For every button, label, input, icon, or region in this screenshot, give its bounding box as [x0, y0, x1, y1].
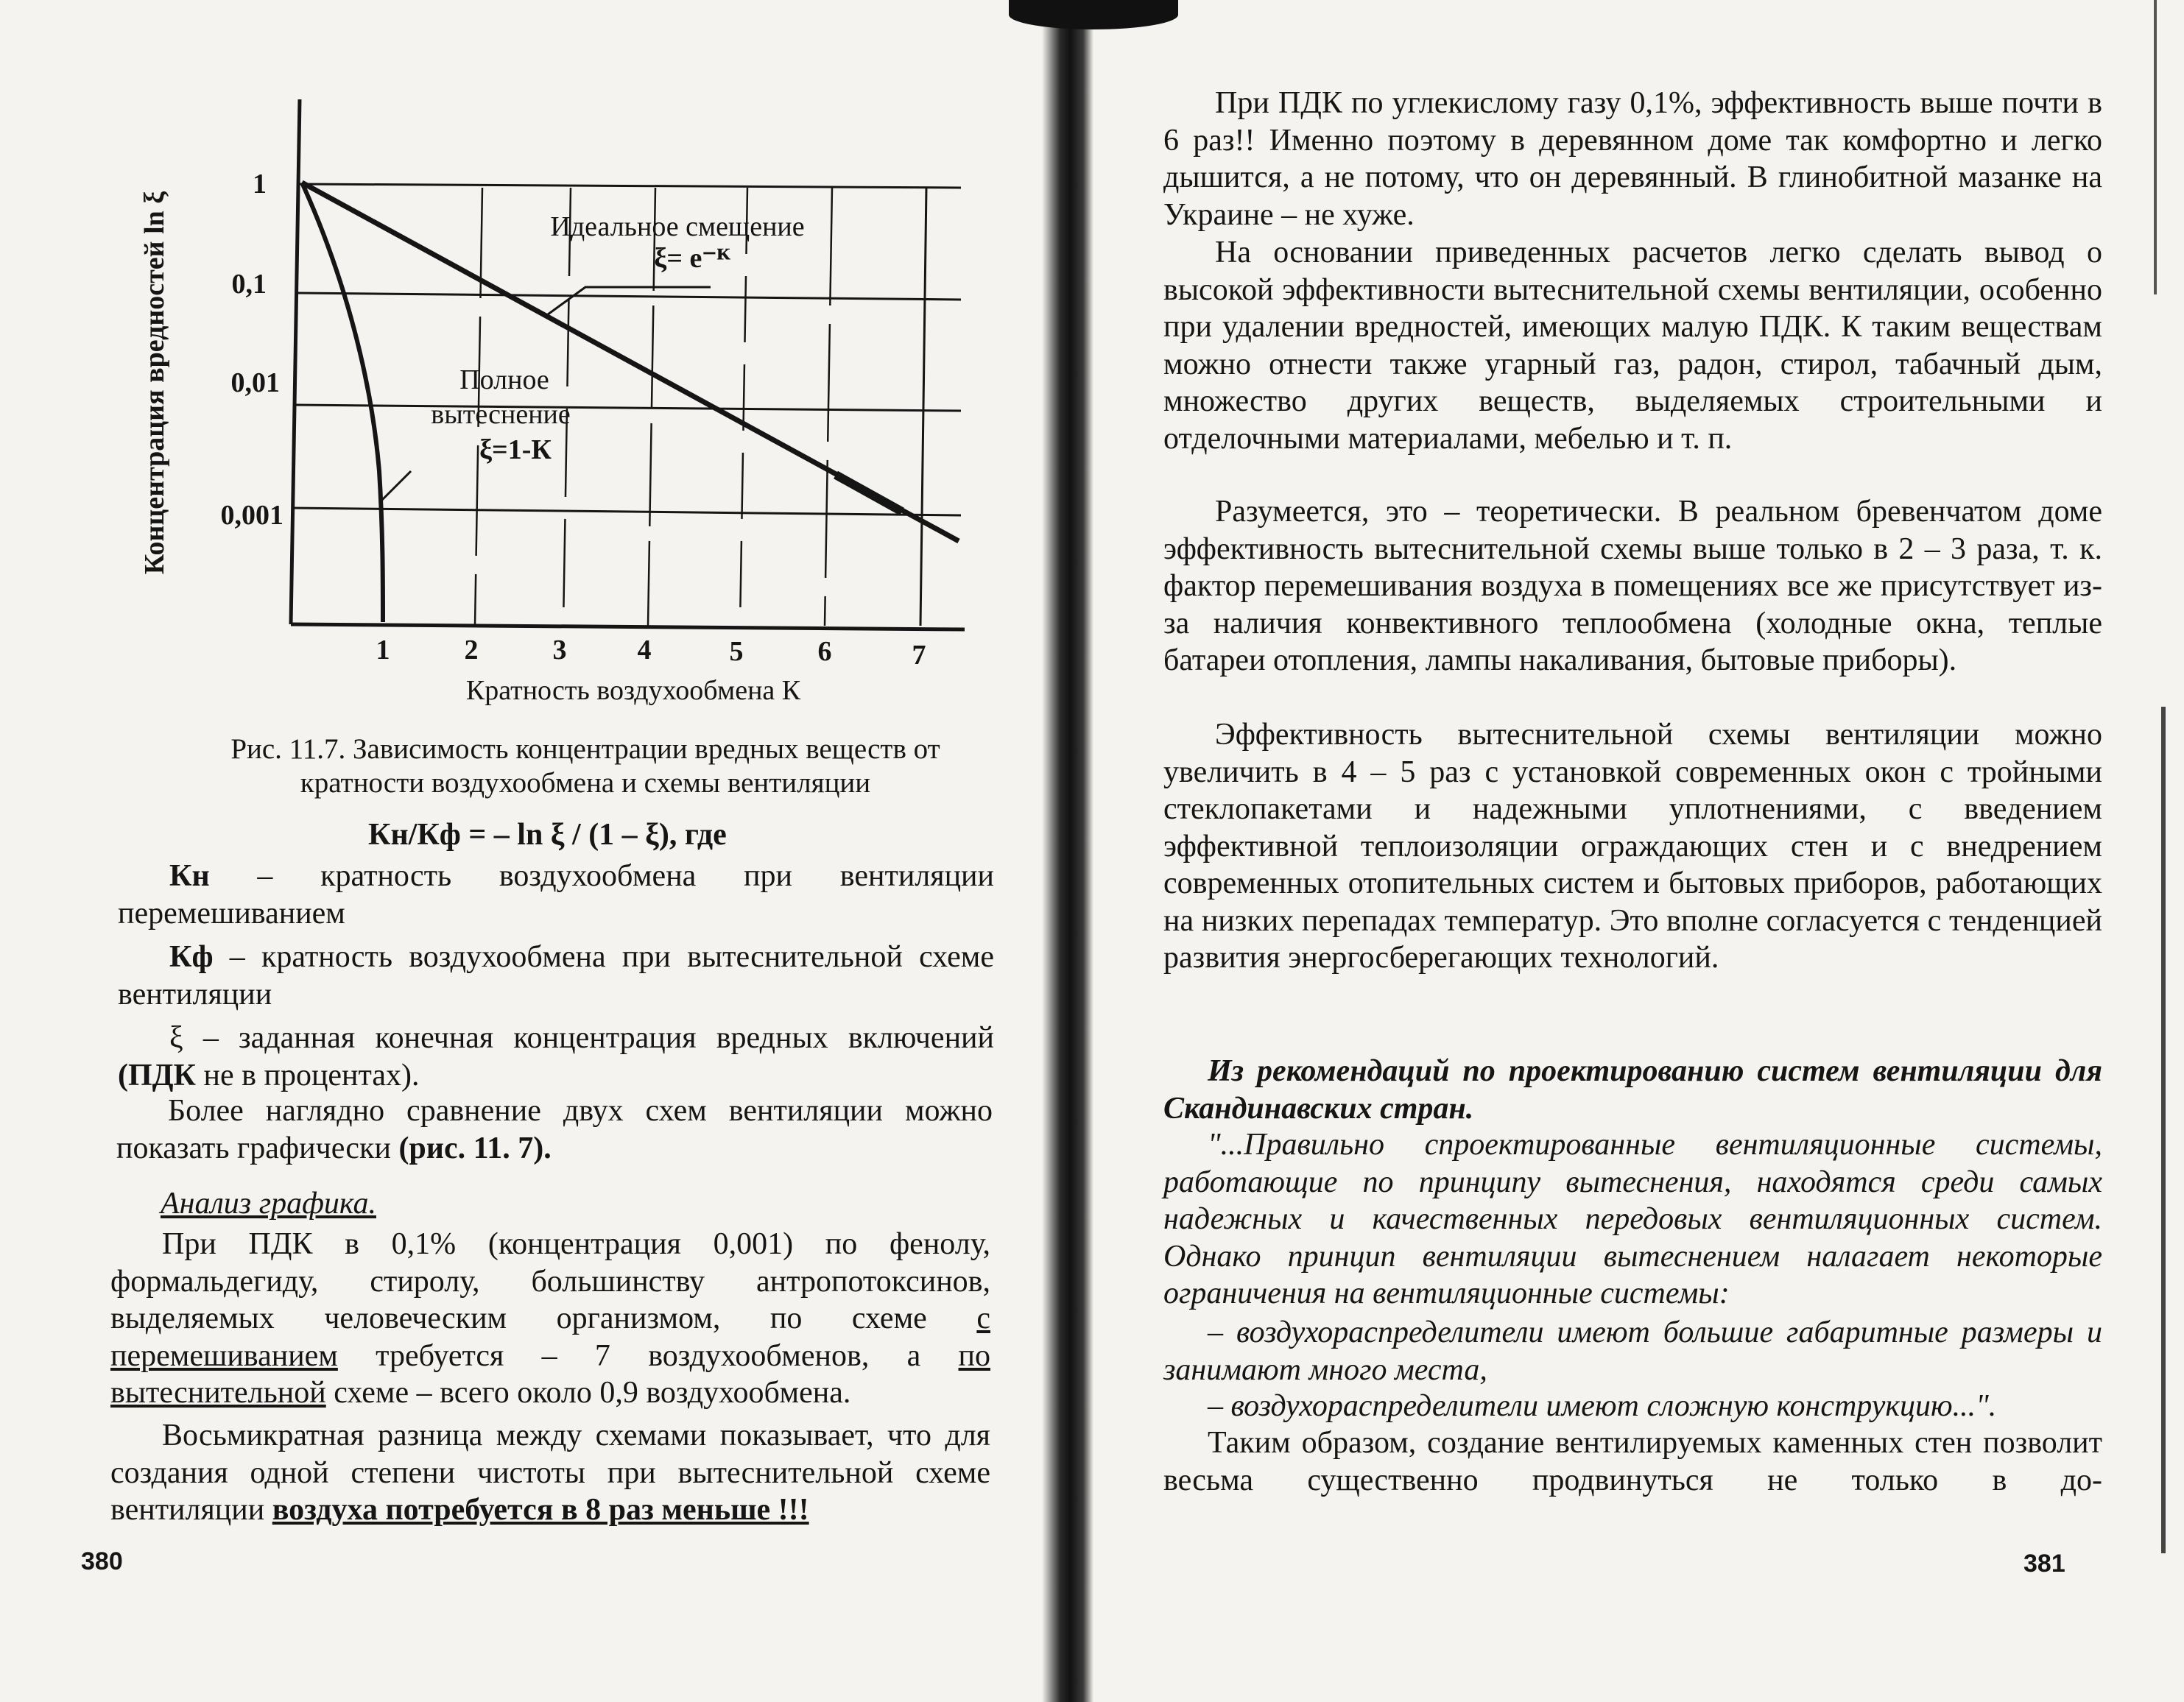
definition-kn	[118, 858, 994, 932]
underline-mixing: с перемешиванием	[110, 1302, 990, 1373]
y-axis	[291, 99, 300, 624]
right-page	[1097, 0, 2184, 1702]
paragraph-compare	[116, 1092, 993, 1167]
paragraph-analysis-text-3: схеме – всего около 0,9 воздухообмена.	[325, 1376, 851, 1410]
label-ideal-formula: ξ= e⁻ᴷ	[654, 243, 730, 274]
paragraph-efficiency: Эффективность вытеснительной схемы вентиляции можно увеличить в 4 – 5 раз с установкой современных окон с тройными стеклопакетами и надежными уплотнениями, с введением эффективной теплоизоляции ограждающих стен и с внедрением современных отопительных систем и бытовых приборов, работающих на низких перепадах температур. Это вполне согласуется с тенденцией развития энергосберегающих технологий.	[1163, 718, 2102, 975]
definition-kf-text: – кратность воздухообмена при вытеснительной схеме вентиляции	[118, 940, 994, 1011]
x-tick-label: 7	[912, 640, 926, 671]
x-axis	[291, 624, 965, 629]
paragraph-theoretical: Разумеется, это – теоретически. В реальном бревенчатом доме эффективность вытеснительной схемы выше только в 2 – 3 раза, т. к. фактор перемешивания воздуха в помещениях все же присутствует из-за наличия конвективного теплообмена (холодные окна, теплые батареи отопления, лампы накаливания, бытовые приборы).	[1163, 495, 2102, 677]
y-tick-label: 1	[253, 169, 267, 199]
x-tick-label: 5	[729, 636, 744, 667]
paragraph-analysis	[110, 1226, 990, 1412]
series-full-displacement-curve	[302, 183, 383, 622]
figure-caption: Рис. 11.7. Зависимость концентрации вредных веществ от кратности воздухообмена и схемы вентиляции	[230, 733, 940, 799]
x-tick-label: 2	[464, 635, 479, 665]
paragraph-analysis-text-1: При ПДК в 0,1% (концентрация 0,001) по фенолу, формальдегиду, стиролу, большинству антропотоксинов, выделяемых человеческим организмом, по схеме	[110, 1227, 990, 1335]
quote-bullet-1: – воздухораспределители имеют большие габаритные размеры и занимают много места,	[1163, 1316, 2102, 1387]
y-tick-label: 0,1	[231, 269, 267, 300]
label-full-displacement-1: Полное	[459, 364, 549, 395]
formula: Кн/Кф = – ln ξ / (1 – ξ), где	[368, 818, 727, 852]
definition-xi-tail: не в процентах).	[196, 1058, 420, 1092]
y-tick-label: 0,01	[230, 367, 280, 398]
page-number-right: 381	[2023, 1550, 2065, 1578]
quote-bullet-2: – воздухораспределители имеют сложную конструкцию...".	[1208, 1389, 1997, 1423]
paragraph-final: Таким образом, создание вентилируемых каменных стен позволит весьма существенно продвинуться не только в до-	[1163, 1426, 2102, 1497]
figure-reference: (рис. 11. 7).	[398, 1131, 552, 1165]
page-number-left: 380	[81, 1547, 123, 1575]
series-ideal-mixing-thick	[836, 475, 902, 512]
term-kn: Кн	[169, 859, 210, 893]
grid-line-y-0.01	[296, 405, 961, 411]
grid-line-x-7	[920, 188, 926, 626]
leader-ideal	[545, 287, 711, 317]
label-ideal-mixing: Идеальное смещение	[550, 211, 805, 242]
definition-kf	[118, 939, 994, 1013]
grid-line-x-5	[740, 188, 747, 626]
underline-displacement: по вытеснительной	[110, 1338, 990, 1410]
y-axis-label: Концентрация вредностей ln ξ	[139, 191, 170, 575]
y-tick-label: 0,001	[220, 500, 283, 531]
grid-line-x-6	[825, 188, 832, 626]
underline-eightfold: воздуха потребуется в 8 раз меньше !!!	[272, 1493, 809, 1527]
x-axis-label: Кратность воздухообмена К	[465, 675, 801, 706]
analysis-heading: Анализ графика.	[161, 1187, 376, 1221]
paragraph-analysis-text-2: требуется – 7 воздухообменов, а	[337, 1338, 959, 1373]
recommendations-heading: Из рекомендаций по проектированию систем вентиляции для Скандинавских стран.	[1163, 1054, 2102, 1126]
grid-line-y-0.1	[298, 293, 961, 300]
paragraph-compare-text: Более наглядно сравнение двух схем вентиляции можно показать графически	[116, 1094, 993, 1165]
paragraph-conclusion: На основании приведенных расчетов легко сделать вывод о высокой эффективности вытеснительной схемы вентиляции, особенно при удалении вредностей, имеющих малую ПДК. К таким веществам можно отнести также угарный газ, радон, стирол, табачный дым, множество других веществ, выделяемых строительными и отделочными материалами, мебелью и т. п.	[1163, 236, 2102, 456]
paragraph-eightfold	[110, 1417, 990, 1529]
x-tick-label: 6	[817, 636, 832, 667]
x-tick-label: 3	[552, 635, 567, 665]
label-full-formula: ξ=1-К	[479, 434, 552, 465]
x-tick-label: 4	[637, 635, 652, 665]
term-kf: Кф	[169, 940, 214, 974]
grid-line-y-1	[300, 184, 961, 188]
x-tick-label: 1	[376, 635, 390, 665]
left-page	[0, 0, 1060, 1702]
leader-full	[381, 471, 411, 501]
paragraph-co2: При ПДК по углекислому газу 0,1%, эффективность выше почти в 6 раз!! Именно поэтому в деревянном доме так комфортно и легко дышится, а не потому, что он деревянный. В глинобитной мазанке на Украине – не хуже.	[1163, 86, 2102, 232]
figure-11-7-chart	[0, 0, 1060, 729]
definition-kn-text: – кратность воздухообмена при вентиляции перемешиванием	[118, 859, 994, 931]
label-full-displacement-2: вытеснение	[431, 399, 571, 430]
definition-xi	[118, 1020, 994, 1094]
grid-line-y-0.001	[293, 508, 961, 515]
paragraph-eightfold-text: Восьмикратная разница между схемами показывает, что для создания одной степени чистоты при вытеснительной схеме вентиляции	[110, 1419, 990, 1527]
quote-paragraph: "...Правильно спроектированные вентиляционные системы, работающие по принципу вытеснения, находятся среди самых надежных и качественных передовых вентиляционных систем. Однако принцип вентиляции вытеснением налагает некоторые ограничения на вентиляционные системы:	[1163, 1128, 2102, 1310]
definition-xi-bold: (ПДК	[118, 1058, 197, 1092]
definition-xi-text: ξ – заданная конечная концентрация вредных включений	[169, 1021, 994, 1055]
